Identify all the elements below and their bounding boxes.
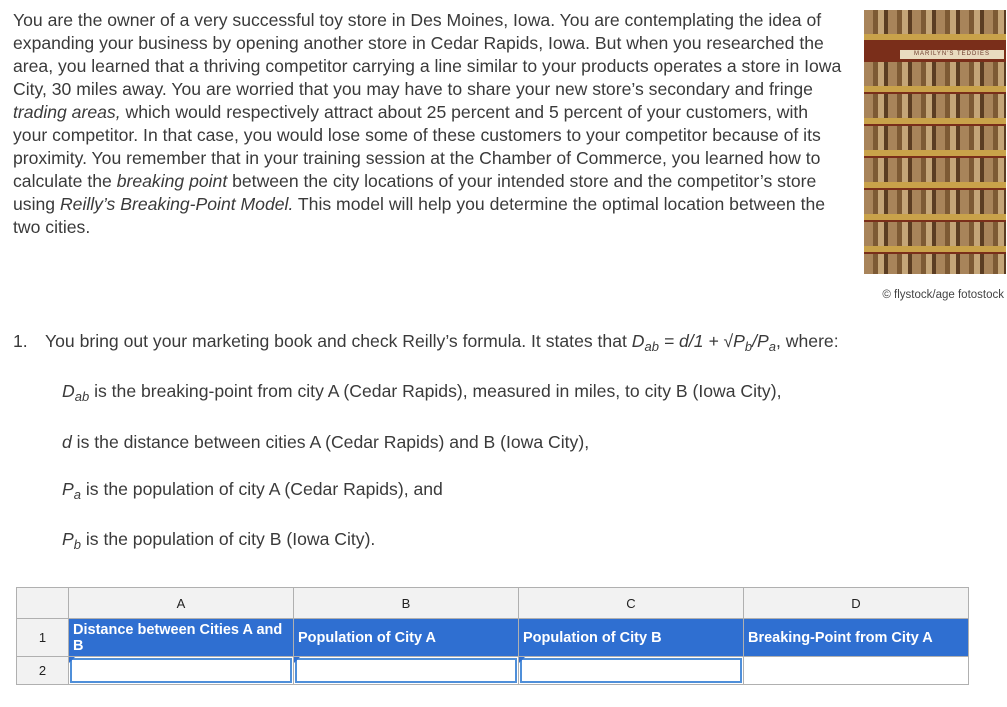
intro-text-3: between the city locations of your intended store and the competitor’s store using [13, 171, 817, 214]
row-header-1: 1 [17, 619, 69, 657]
row-header-2: 2 [17, 657, 69, 685]
input-row [17, 657, 969, 685]
intro-paragraph [13, 9, 843, 239]
term-trading-areas: trading areas, [13, 102, 121, 122]
photo-credit: © flystock/age fotostock [882, 289, 1004, 301]
column-header-c: C [519, 588, 744, 619]
toy-store-photo [864, 10, 1006, 274]
column-header-row [17, 588, 969, 619]
input-box[interactable] [295, 658, 517, 683]
def-symbol: P [62, 479, 74, 499]
def-text: is the population of city B (Iowa City). [80, 529, 376, 549]
corner-cell [17, 588, 69, 619]
intro-text-1: You are the owner of a very successful toy store in Des Moines, Iowa. You are contemplating the idea of expanding your business by opening another store in Cedar Rapids, Iowa. But when you researched the area, you learned that a thriving competitor carrying a line similar to your products operates a store in Iowa City, 30 miles away. You are worried that you may have to share your new store’s secondary and fringe [13, 10, 842, 99]
question-number: 1. [13, 331, 28, 351]
label-distance: Distance between Cities A and B [69, 619, 294, 657]
input-box[interactable] [70, 658, 292, 683]
input-flag-icon [69, 657, 75, 663]
input-flag-icon [294, 657, 300, 663]
photo-sign: MARILYN'S TEDDIES [900, 50, 1004, 59]
definition-d [62, 432, 589, 453]
formula-sub-ab: ab [644, 339, 659, 354]
question-tail: , where: [776, 331, 839, 351]
formula-d: D [631, 331, 645, 351]
column-header-d: D [744, 588, 969, 619]
def-symbol: P [62, 529, 74, 549]
question-lead: You bring out your marketing book and check Reilly’s formula. It states that [45, 331, 632, 351]
term-reilly-model: Reilly’s Breaking-Point Model. [59, 194, 294, 214]
label-breaking-point: Breaking-Point from City A [744, 619, 969, 657]
question-1 [13, 331, 839, 352]
formula-sub-a: a [768, 339, 777, 354]
column-header-b: B [294, 588, 519, 619]
input-population-a[interactable] [294, 657, 519, 685]
label-row [17, 619, 969, 657]
spreadsheet [16, 587, 969, 685]
input-flag-icon [519, 657, 525, 663]
column-header-a: A [69, 588, 294, 619]
formula-slash: /P [752, 331, 769, 351]
def-symbol: d [62, 432, 72, 452]
def-subscript: b [73, 537, 81, 552]
definition-dab [62, 381, 781, 402]
label-population-a: Population of City A [294, 619, 519, 657]
term-breaking-point: breaking point [116, 171, 228, 191]
intro-text-4: This model will help you determine the optimal location between the two cities. [13, 194, 826, 237]
definition-pb [62, 529, 375, 550]
def-text: is the breaking-point from city A (Cedar Rapids), measured in miles, to city B (Iowa City), [89, 381, 782, 401]
output-breaking-point [744, 657, 969, 685]
intro-text-2: which would respectively attract about 25 percent and 5 percent of your customers, with your competitor. In that case, you would lose some of these customers to your competitor because of its proximity. You remember that in your training session at the Chamber of Commerce, you learned how to calculate the [13, 102, 821, 191]
def-text: is the distance between cities A (Cedar Rapids) and B (Iowa City), [71, 432, 590, 452]
def-symbol: D [62, 381, 75, 401]
def-text: is the population of city A (Cedar Rapids), and [80, 479, 443, 499]
definition-pa [62, 479, 443, 500]
formula-rest: = d/1 + √P [658, 331, 745, 351]
input-box[interactable] [520, 658, 742, 683]
formula [631, 331, 777, 354]
def-subscript: ab [74, 389, 90, 404]
def-subscript: a [73, 487, 81, 502]
input-population-b[interactable] [519, 657, 744, 685]
input-distance[interactable] [69, 657, 294, 685]
label-population-b: Population of City B [519, 619, 744, 657]
formula-sub-b: b [744, 339, 753, 354]
